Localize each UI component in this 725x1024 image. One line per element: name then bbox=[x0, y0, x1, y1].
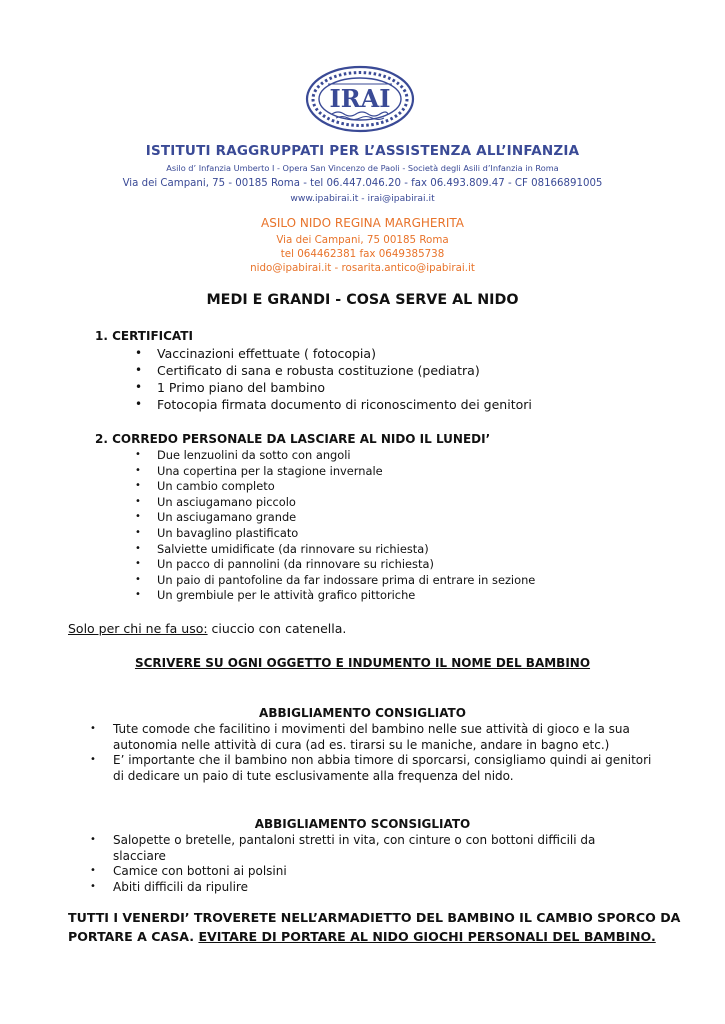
list-item: Un cambio completo bbox=[157, 479, 275, 493]
closing-line-2 bbox=[68, 929, 656, 944]
list-item: Vaccinazioni effettuate ( fotocopia) bbox=[157, 346, 376, 361]
list-item: Un asciugamano piccolo bbox=[157, 495, 296, 509]
section-certificati-heading: 1. CERTIFICATI bbox=[95, 329, 193, 343]
recommended-item-line: di dedicare un paio di tute esclusivamente alla frequenza del nido. bbox=[113, 769, 514, 783]
recommended-item-line: E’ importante che il bambino non abbia timore di sporcarsi, consigliamo quindi ai genitori bbox=[113, 753, 652, 767]
not-recommended-clothing-heading: ABBIGLIAMENTO SCONSIGLIATO bbox=[254, 817, 471, 831]
list-item: Un grembiule per le attività grafico pittoriche bbox=[157, 588, 416, 602]
bullet: • bbox=[135, 397, 143, 411]
nido-phone: tel 064462381 fax 0649385738 bbox=[280, 248, 445, 260]
not-recommended-item-line: Camice con bottoni ai polsini bbox=[113, 864, 287, 878]
bullet: • bbox=[90, 834, 96, 845]
bullet: • bbox=[135, 380, 143, 394]
nido-name: ASILO NIDO REGINA MARGHERITA bbox=[261, 216, 464, 230]
closing-line-2-text: PORTARE A CASA. bbox=[68, 929, 199, 944]
list-item: Due lenzuolini da sotto con angoli bbox=[157, 448, 351, 462]
name-label-notice: SCRIVERE SU OGNI OGGETTO E INDUMENTO IL NOME DEL BAMBINO bbox=[134, 656, 591, 670]
bullet: • bbox=[135, 363, 143, 377]
not-recommended-item-line: Abiti difficili da ripulire bbox=[113, 880, 248, 894]
bullet: • bbox=[135, 449, 141, 460]
list-item: Una copertina per la stagione invernale bbox=[157, 464, 383, 478]
list-item: Un paio di pantofoline da far indossare prima di entrare in sezione bbox=[157, 573, 536, 587]
bullet: • bbox=[135, 558, 141, 569]
closing-line-1: TUTTI I VENERDI’ TROVERETE NELL’ARMADIETTO DEL BAMBINO IL CAMBIO SPORCO DA bbox=[68, 910, 681, 925]
bullet: • bbox=[135, 480, 141, 491]
pacifier-note bbox=[68, 621, 346, 636]
section-corredo-heading: 2. CORREDO PERSONALE DA LASCIARE AL NIDO IL LUNEDI’ bbox=[95, 432, 491, 446]
bullet: • bbox=[135, 589, 141, 600]
pacifier-note-label: Solo per chi ne fa uso: bbox=[68, 621, 208, 636]
bullet: • bbox=[135, 543, 141, 554]
nido-address: Via dei Campani, 75 00185 Roma bbox=[276, 234, 449, 246]
list-item: Un pacco di pannolini (da rinnovare su richiesta) bbox=[157, 557, 434, 571]
irai-logo bbox=[304, 64, 416, 134]
nido-emails: nido@ipabirai.it - rosarita.antico@ipabirai.it bbox=[250, 262, 475, 274]
organization-address: Via dei Campani, 75 - 00185 Roma - tel 06.447.046.20 - fax 06.493.809.47 - CF 08166891005 bbox=[122, 178, 603, 189]
bullet: • bbox=[135, 511, 141, 522]
list-item: Certificato di sana e robusta costituzione (pediatra) bbox=[157, 363, 480, 378]
bullet: • bbox=[135, 346, 143, 360]
bullet: • bbox=[90, 754, 96, 765]
bullet: • bbox=[135, 527, 141, 538]
bullet: • bbox=[135, 496, 141, 507]
organization-web: www.ipabirai.it - irai@ipabirai.it bbox=[290, 193, 435, 204]
list-item: Un asciugamano grande bbox=[157, 510, 297, 524]
bullet: • bbox=[135, 574, 141, 585]
pacifier-note-text: ciuccio con catenella. bbox=[207, 621, 347, 636]
bullet: • bbox=[90, 881, 96, 892]
list-item: Un bavaglino plastificato bbox=[157, 526, 299, 540]
recommended-clothing-heading: ABBIGLIAMENTO CONSIGLIATO bbox=[259, 706, 466, 720]
organization-title: ISTITUTI RAGGRUPPATI PER L’ASSISTENZA ALL’INFANZIA bbox=[145, 143, 580, 159]
not-recommended-item-line: slacciare bbox=[113, 849, 166, 863]
bullet: • bbox=[135, 465, 141, 476]
document-title: MEDI E GRANDI - COSA SERVE AL NIDO bbox=[206, 292, 519, 308]
not-recommended-item-line: Salopette o bretelle, pantaloni stretti in vita, con cinture o con bottoni difficili da bbox=[113, 833, 596, 847]
list-item: Salviette umidificate (da rinnovare su richiesta) bbox=[157, 542, 429, 556]
recommended-item-line: Tute comode che facilitino i movimenti del bambino nelle sue attività di gioco e la sua bbox=[113, 722, 630, 736]
list-item: Fotocopia firmata documento di riconoscimento dei genitori bbox=[157, 397, 532, 412]
list-item: 1 Primo piano del bambino bbox=[157, 380, 326, 395]
recommended-item-line: autonomia nelle attività di cura (ad es. tirarsi su le maniche, andare in bagno etc.) bbox=[113, 738, 610, 752]
bullet: • bbox=[90, 865, 96, 876]
closing-warning: EVITARE DI PORTARE AL NIDO GIOCHI PERSONALI DEL BAMBINO. bbox=[198, 929, 656, 944]
logo-text: IRAI bbox=[329, 84, 391, 113]
organization-subtitle: Asilo d’ Infanzia Umberto I - Opera San Vincenzo de Paoli - Società degli Asili d’Infanzia in Roma bbox=[166, 163, 559, 173]
bullet: • bbox=[90, 723, 96, 734]
